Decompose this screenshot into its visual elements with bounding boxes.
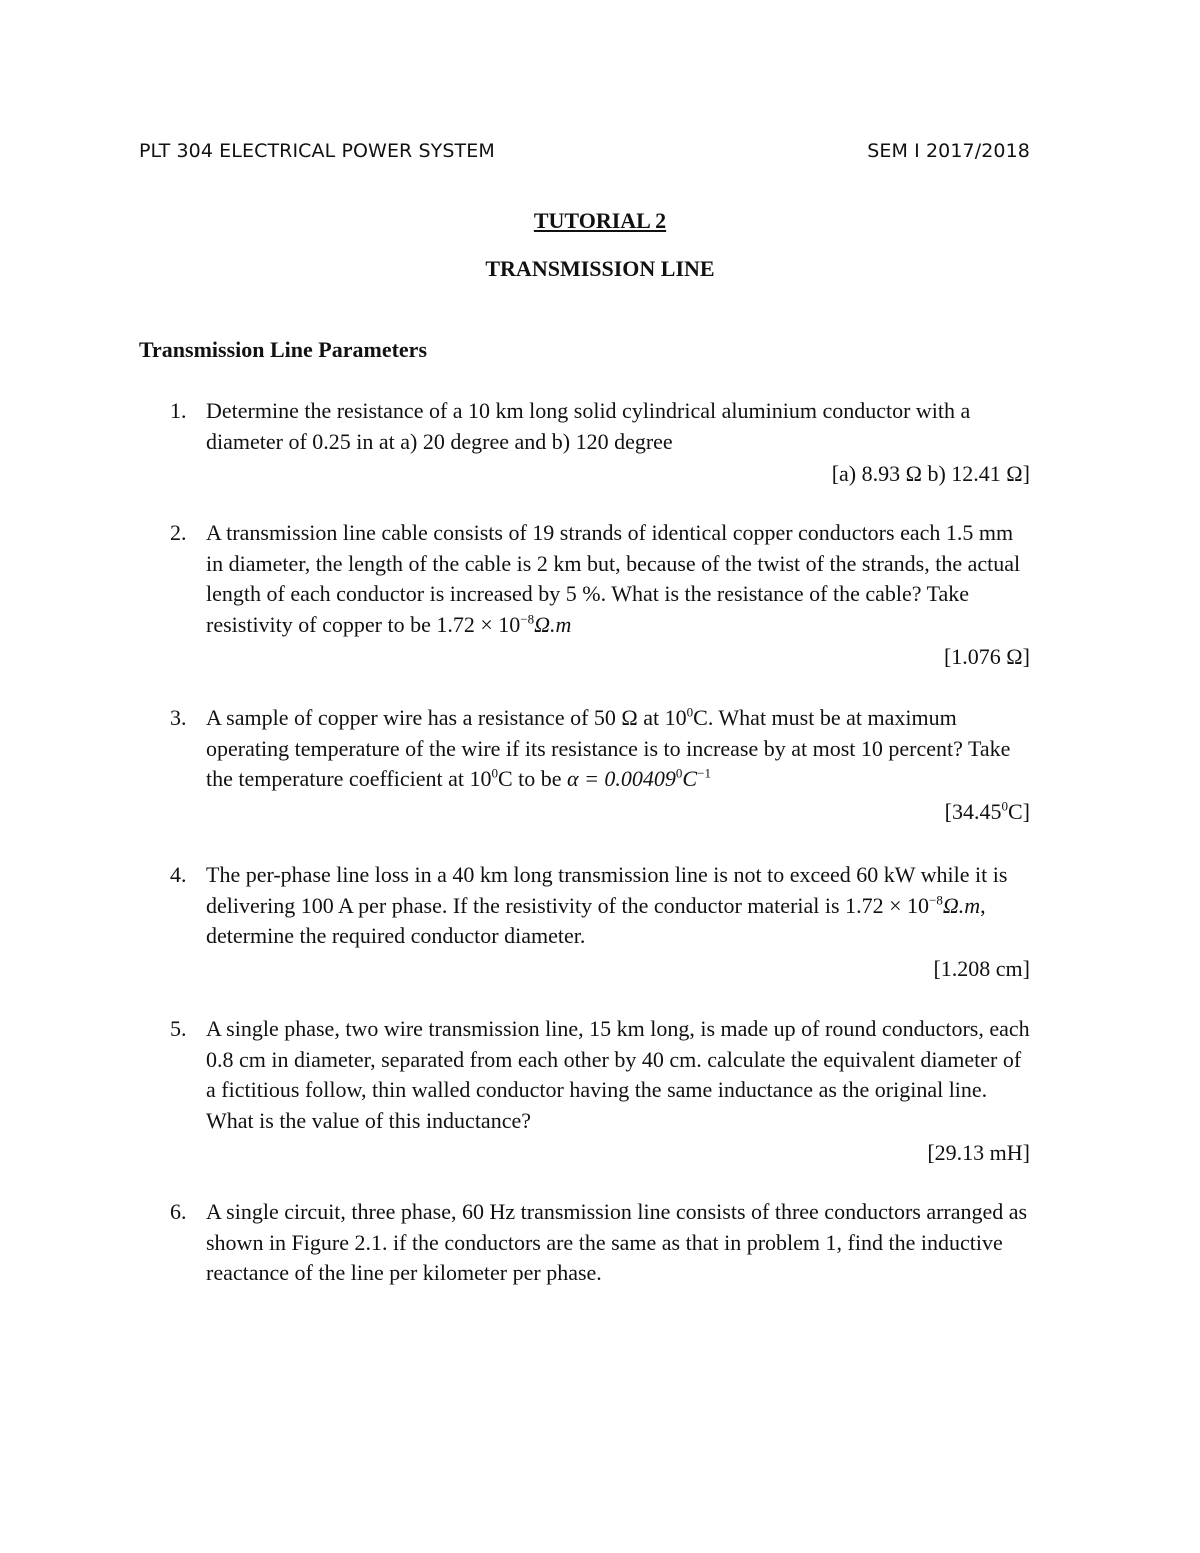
answer-part: C] (1008, 798, 1030, 824)
answer: [29.13 mH] (927, 1140, 1030, 1165)
answer: [a) 8.93 Ω b) 12.41 Ω] (831, 461, 1030, 486)
question-text-part: A sample of copper wire has a resistance of 50 Ω at 10 (206, 705, 687, 730)
alpha-degree: 0 (675, 765, 683, 781)
question-3 (170, 703, 1030, 827)
alpha-exponent: −1 (697, 765, 711, 781)
question-text-part: C to be (497, 766, 562, 791)
degree-sup: 0 (491, 765, 498, 781)
answer: [1.208 cm] (933, 955, 1030, 981)
question-text: Determine the resistance of a 10 km long solid cylindrical aluminium conductor with a diameter of 0.25 in at a) 20 degree and b) 120 degree (206, 398, 971, 454)
alpha-formula (567, 766, 711, 791)
question-number: 5. (170, 1016, 187, 1041)
question-text-body: A transmission line cable consists of 19 strands of identical copper conductors each 1.5 mm in diameter, the length of the cable is 2 km but, because of the twist of the strands, the actual length of each conductor is increased by 5 %. What is the resistance of the cable? Take resistivity of copper to be (206, 520, 1021, 637)
formula-exponent: −8 (928, 892, 943, 908)
answer-part: [34.45 (944, 798, 1002, 824)
formula-mantissa: 1.72 × 10 (845, 892, 929, 918)
question-1 (170, 396, 1030, 490)
course-name: PLT 304 ELECTRICAL POWER SYSTEM (139, 140, 495, 162)
question-number: 3. (170, 705, 187, 730)
question-text (206, 703, 1030, 795)
resistivity-formula (436, 612, 571, 637)
answer: [1.076 Ω] (943, 644, 1030, 669)
formula-mantissa: 1.72 × 10 (436, 611, 521, 637)
question-number: 2. (170, 520, 187, 545)
question-text-part: C. What must be at maximum operating temperature of the wire if its resistance is to increase by at most 10 percent? Take the temperature coefficient at 10 (206, 705, 1011, 791)
question-text-part: , determine the required conductor diameter. (206, 892, 986, 948)
question-number: 1. (170, 398, 187, 423)
question-6 (170, 1197, 1030, 1289)
section-heading: Transmission Line Parameters (139, 337, 428, 362)
page-header (139, 140, 1030, 162)
degree-sup: 0 (1001, 798, 1008, 814)
tutorial-title: TUTORIAL 2 (533, 208, 667, 233)
question-5 (170, 1014, 1030, 1169)
formula-exponent: −8 (520, 611, 535, 627)
question-text: A single circuit, three phase, 60 Hz transmission line consists of three conductors arranged as shown in Figure 2.1. if the conductors are the same as that in problem 1, find the inductive reactance of the line per kilometer per phase. (206, 1199, 1028, 1285)
question-text-part: The per-phase line loss in a 40 km long transmission line is not to exceed 60 kW while it is delivering 100 A per phase. If the resistivity of the conductor material is (206, 862, 1008, 918)
question-text: A single phase, two wire transmission line, 15 km long, is made up of round conductors, each 0.8 cm in diameter, separated from each other by 40 cm. calculate the equivalent diameter of a fictitious follow, thin walled conductor having the same inductance as the original line. What is the value of this inductance? (206, 1016, 1030, 1133)
tutorial-subtitle: TRANSMISSION LINE (485, 256, 715, 281)
question-4 (170, 860, 1030, 984)
question-2 (170, 518, 1030, 673)
question-text (206, 518, 1030, 640)
semester: SEM I 2017/2018 (867, 140, 1030, 162)
question-number: 6. (170, 1199, 187, 1224)
alpha-lhs: α = 0.00409 (567, 766, 676, 791)
question-number: 4. (170, 862, 187, 887)
formula-unit: Ω.m (942, 892, 981, 918)
alpha-unit: C (682, 766, 698, 791)
resistivity-formula (845, 893, 980, 918)
question-text (206, 860, 1030, 952)
formula-unit: Ω.m (534, 611, 572, 637)
answer (206, 797, 1030, 828)
degree-sup: 0 (686, 704, 694, 720)
